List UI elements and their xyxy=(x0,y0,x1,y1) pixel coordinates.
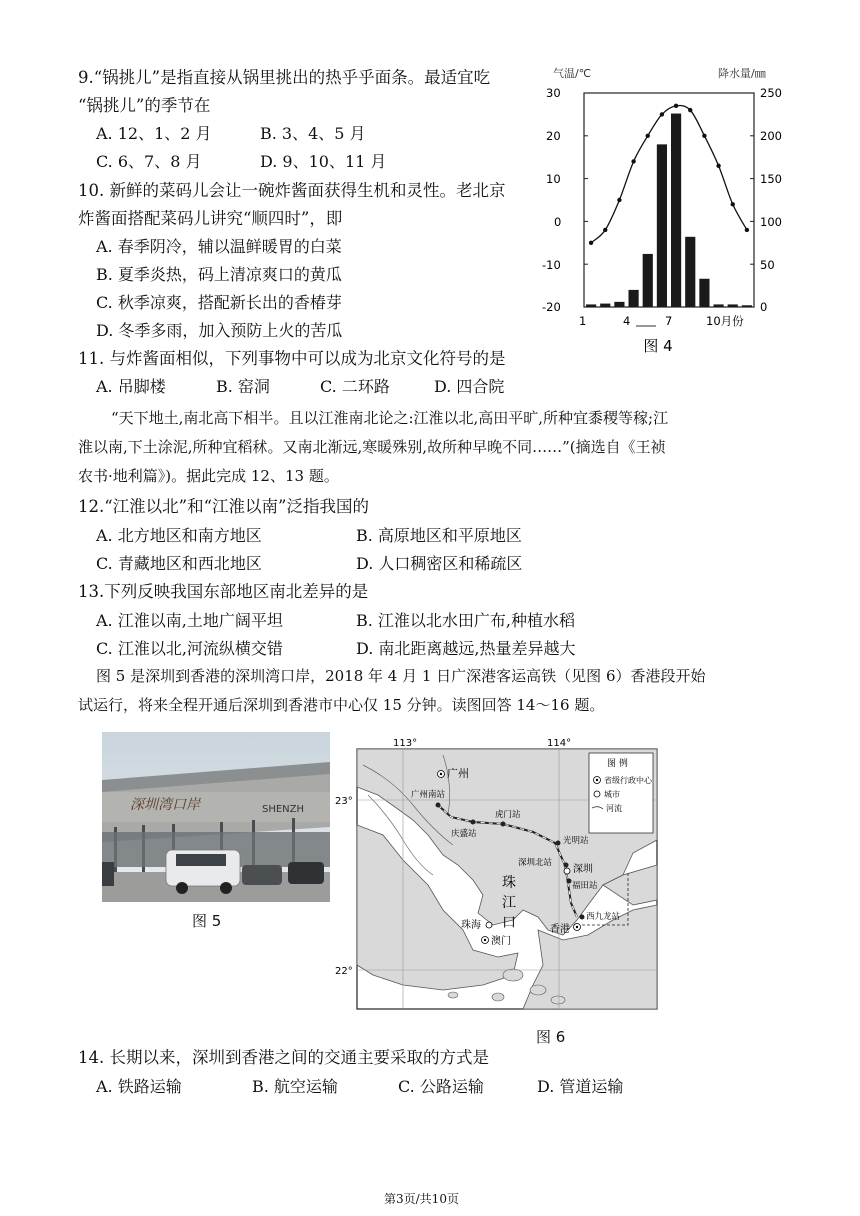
chart-right-axis-label: 降水量/㎜ xyxy=(718,67,766,80)
station-guangming xyxy=(556,841,561,846)
label-shenzhen-north: 深圳北站 xyxy=(518,858,553,868)
temp-point-5 xyxy=(646,134,650,138)
passage-line1: “天下地土,南北高下相半。且以江淮南北论之:江淮以北,高田平旷,所种宜黍稷等稼;江 xyxy=(111,409,669,427)
precip-bar-3 xyxy=(614,302,624,307)
shenzhen-bay-port-photo xyxy=(102,732,330,902)
label-macau: 澳门 xyxy=(491,936,511,947)
map-lon-113: 113° xyxy=(393,738,418,749)
q11-option-a: A. 吊脚楼 xyxy=(96,377,166,396)
q14-option-b: B. 航空运输 xyxy=(252,1077,338,1096)
q14-option-d: D. 管道运输 xyxy=(537,1077,624,1096)
temp-point-12 xyxy=(745,228,749,232)
chart-left-axis-label: 气温/℃ xyxy=(553,67,592,80)
q10-stem-line2: 炸酱面搭配菜码儿讲究“顺四时”，即 xyxy=(78,209,343,228)
precip-bar-5 xyxy=(643,254,653,307)
q12-option-c: C. 青藏地区和西北地区 xyxy=(96,554,262,573)
q11-option-c: C. 二环路 xyxy=(320,377,390,396)
q13-option-d: D. 南北距离越远,热量差异越大 xyxy=(356,639,576,658)
figure5-caption: 图 5 xyxy=(192,912,222,930)
q12-option-b: B. 高原地区和平原地区 xyxy=(356,526,522,545)
q10-option-b: B. 夏季炎热，码上清凉爽口的黄瓜 xyxy=(96,265,342,284)
station-humen xyxy=(501,822,506,827)
q10-option-a: A. 春季阴冷，辅以温鲜暖胃的白菜 xyxy=(96,237,342,256)
temp-point-4 xyxy=(631,159,635,163)
station-west-kowloon xyxy=(580,915,585,920)
q9-option-b: B. 3、4、5 月 xyxy=(260,124,366,143)
precip-bar-10 xyxy=(714,304,724,307)
station-qingsheng xyxy=(471,820,476,825)
map-lat-22: 22° xyxy=(335,966,353,977)
zhuhai-marker xyxy=(486,922,492,928)
temp-point-2 xyxy=(603,228,607,232)
label-west-kowloon: 西九龙站 xyxy=(586,912,621,922)
q13-option-a: A. 江淮以南,土地广阔平坦 xyxy=(96,611,283,630)
station-shenzhen-north xyxy=(564,863,569,868)
q9-option-a: A. 12、1、2 月 xyxy=(96,124,212,143)
label-guangming: 光明站 xyxy=(563,836,589,846)
temp-point-10 xyxy=(716,164,720,168)
label-guangzhou: 广州 xyxy=(447,767,469,780)
q12-option-d: D. 人口稠密区和稀疏区 xyxy=(356,554,523,573)
q11-option-d: D. 四合院 xyxy=(434,377,505,396)
x-label-10: 10月份 xyxy=(706,314,744,328)
legend-capital: 省级行政中心 xyxy=(604,776,652,785)
precip-bar-1 xyxy=(586,304,596,307)
precip-bar-12 xyxy=(742,305,752,307)
map-lon-114: 114° xyxy=(547,738,572,749)
right-tick-100: 100 xyxy=(760,215,782,229)
q12-option-a: A. 北方地区和南方地区 xyxy=(96,526,262,545)
passage-line2: 淮以南,下土涂泥,所种宜稻秫。又南北渐远,寒暖殊别,故所种早晚不同……”(摘选自《王祯 xyxy=(78,438,666,456)
q10-option-d: D. 冬季多雨，加入预防上火的苦瓜 xyxy=(96,321,343,340)
precip-bar-4 xyxy=(629,290,639,307)
precip-bar-11 xyxy=(728,304,738,307)
climate-chart xyxy=(542,60,788,360)
right-tick-0: 0 xyxy=(760,300,768,314)
label-shenzhen: 深圳 xyxy=(573,864,593,875)
left-tick-minus20: -20 xyxy=(542,300,561,314)
q14-option-a: A. 铁路运输 xyxy=(96,1077,182,1096)
q11-option-b: B. 窑洞 xyxy=(216,377,270,396)
left-tick-minus10: -10 xyxy=(542,258,561,272)
port-sign-chinese: 深圳湾口岸 xyxy=(130,797,200,813)
intro14-line1: 图 5 是深圳到香港的深圳湾口岸，2018 年 4 月 1 日广深港客运高铁（见图 6）香港段开始 xyxy=(96,667,706,685)
label-pearl-3: 口 xyxy=(502,915,516,931)
left-tick-30: 30 xyxy=(546,86,561,100)
figure4-caption: 图 4 xyxy=(643,337,673,355)
temp-point-9 xyxy=(702,134,706,138)
label-futian: 福田站 xyxy=(572,881,598,891)
q13-option-b: B. 江淮以北水田广布,种植水稻 xyxy=(356,611,576,630)
label-qingsheng: 庆盛站 xyxy=(451,829,477,839)
temp-point-6 xyxy=(660,112,664,116)
right-tick-150: 150 xyxy=(760,172,782,186)
q12-stem: 12.“江淮以北”和“江淮以南”泛指我国的 xyxy=(78,497,369,516)
x-label-7: 7 xyxy=(665,314,673,328)
temp-point-8 xyxy=(688,108,692,112)
map-lat-23: 23° xyxy=(335,796,353,807)
q9-stem-line2: “锅挑儿”的季节在 xyxy=(78,96,211,115)
port-sign-english: SHENZH xyxy=(262,804,305,815)
label-guangzhou-south: 广州南站 xyxy=(411,790,446,800)
q10-option-c: C. 秋季凉爽，搭配新长出的香椿芽 xyxy=(96,293,342,312)
station-futian xyxy=(567,879,572,884)
q13-option-c: C. 江淮以北,河流纵横交错 xyxy=(96,639,283,658)
precip-bar-6 xyxy=(657,144,667,307)
temp-point-1 xyxy=(589,241,593,245)
temperature-line xyxy=(589,104,749,245)
q14-stem: 14. 长期以来，深圳到香港之间的交通主要采取的方式是 xyxy=(78,1048,489,1067)
left-tick-20: 20 xyxy=(546,129,561,143)
label-pearl-2: 江 xyxy=(502,895,516,911)
chart-frame xyxy=(584,93,754,307)
q13-stem: 13.下列反映我国东部地区南北差异的是 xyxy=(78,582,369,601)
q14-option-c: C. 公路运输 xyxy=(398,1077,484,1096)
label-hongkong: 香港 xyxy=(550,924,570,935)
label-humen: 虎门站 xyxy=(495,810,521,820)
chart-ticks xyxy=(584,93,754,307)
station-guangzhou-south xyxy=(436,803,441,808)
precip-bar-7 xyxy=(671,114,681,307)
x-label-1: 1 xyxy=(579,314,587,328)
q9-option-d: D. 9、10、11 月 xyxy=(260,152,387,171)
legend-title: 图 例 xyxy=(607,759,628,769)
page-footer: 第3页/共10页 xyxy=(384,1192,459,1206)
passage-line3: 农书·地利篇》)。据此完成 12、13 题。 xyxy=(78,467,339,485)
precip-bar-2 xyxy=(600,304,610,307)
label-zhuhai: 珠海 xyxy=(461,920,481,931)
temp-point-7 xyxy=(674,104,678,108)
label-pearl-1: 珠 xyxy=(502,875,516,891)
shenzhen-marker xyxy=(564,868,570,874)
precip-bar-8 xyxy=(685,237,695,307)
temperature-curve xyxy=(591,106,747,243)
x-label-4: 4 xyxy=(623,314,631,328)
legend-city-icon xyxy=(594,791,600,797)
temp-point-11 xyxy=(731,202,735,206)
temp-point-3 xyxy=(617,198,621,202)
q10-stem-line1: 10. 新鲜的菜码儿会让一碗炸酱面获得生机和灵性。老北京 xyxy=(78,181,506,200)
legend-river: 河流 xyxy=(606,804,622,813)
right-tick-250: 250 xyxy=(760,86,782,100)
left-tick-10: 10 xyxy=(546,172,561,186)
left-tick-0: 0 xyxy=(554,215,562,229)
q9-stem-line1: 9.“锅挑儿”是指直接从锅里挑出的热乎乎面条。最适宜吃 xyxy=(78,68,491,87)
figure6-caption: 图 6 xyxy=(536,1028,566,1046)
intro14-line2: 试运行，将来全程开通后深圳到香港市中心仅 15 分钟。读图回答 14～16 题。 xyxy=(78,696,605,714)
legend-city: 城市 xyxy=(604,790,620,799)
pearl-river-delta-map xyxy=(333,735,668,1020)
q9-option-c: C. 6、7、8 月 xyxy=(96,152,202,171)
right-tick-50: 50 xyxy=(760,258,775,272)
precipitation-bars xyxy=(586,114,752,307)
precip-bar-9 xyxy=(699,279,709,307)
right-tick-200: 200 xyxy=(760,129,782,143)
q11-stem: 11. 与炸酱面相似，下列事物中可以成为北京文化符号的是 xyxy=(78,349,506,368)
